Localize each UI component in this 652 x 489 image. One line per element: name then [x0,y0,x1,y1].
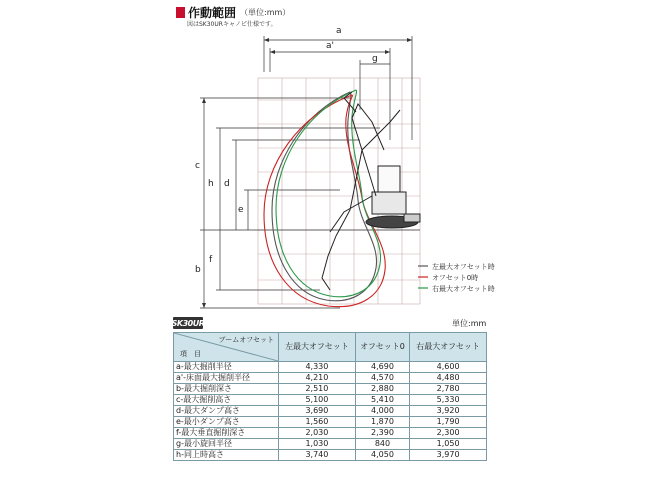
table-corner-cell [174,333,279,362]
dim-label-a-prime: a' [326,41,334,51]
row-value: 1,050 [410,439,487,450]
row-value: 2,300 [410,428,487,439]
envelope-right-offset [276,90,381,297]
corner-label-boom-offset: ブームオフセット [218,336,274,344]
row-value: 4,570 [355,373,409,384]
section-title-unit: （単位:mm） [240,7,291,17]
row-value: 4,600 [410,362,487,373]
legend-label-right-offset: 右最大オフセット時 [432,285,495,293]
row-value: 2,880 [355,384,409,395]
table-row [174,406,487,417]
row-label: d-最大ダンプ高さ [174,406,279,417]
row-label: f-最大垂直掘削深さ [174,428,279,439]
row-label: h-同上時高さ [174,450,279,461]
table-row [174,450,487,461]
row-value: 4,690 [355,362,409,373]
excavator-illustration [322,92,420,290]
section-title-text: 作動範囲 [188,5,237,20]
row-value: 3,690 [279,406,356,417]
corner-label-item: 項 目 [180,350,201,358]
table-row [174,439,487,450]
column-header-offset-zero: オフセット0 [355,333,409,362]
row-value: 1,030 [279,439,356,450]
row-value: 3,740 [279,450,356,461]
row-value: 5,330 [410,395,487,406]
diagram-legend [418,262,495,293]
table-row [174,417,487,428]
row-value: 2,390 [355,428,409,439]
row-value: 4,330 [279,362,356,373]
table-row [174,384,487,395]
row-value: 840 [355,439,409,450]
table-row [174,362,487,373]
row-value: 4,210 [279,373,356,384]
row-value: 5,100 [279,395,356,406]
dim-label-g: g [372,54,378,64]
row-value: 5,410 [355,395,409,406]
row-label: a-最大掘削半径 [174,362,279,373]
row-label: a'-床面最大掘削半径 [174,373,279,384]
row-label: c-最大掘削高さ [174,395,279,406]
table-row [174,395,487,406]
dim-label-a: a [336,26,342,36]
row-value: 2,510 [279,384,356,395]
row-label: e-最小ダンプ高さ [174,417,279,428]
row-value: 2,780 [410,384,487,395]
row-value: 1,790 [410,417,487,428]
row-label: g-最小旋回半径 [174,439,279,450]
row-value: 3,920 [410,406,487,417]
row-value: 1,870 [355,417,409,428]
spec-table [173,332,487,461]
table-header-row [174,333,487,362]
column-header-left-offset: 左最大オフセット [279,333,356,362]
dim-label-h: h [208,179,214,189]
row-value: 3,970 [410,450,487,461]
dim-label-d: d [224,179,230,189]
dim-label-e: e [238,205,244,215]
legend-label-offset-zero: オフセット0時 [432,274,479,282]
legend-label-left-offset: 左最大オフセット時 [432,263,495,271]
model-badge: SK30UR [171,318,205,328]
row-value: 2,030 [279,428,356,439]
table-row [174,373,487,384]
column-header-right-offset: 右最大オフセット [410,333,487,362]
row-value: 4,000 [355,406,409,417]
dim-label-f: f [209,255,213,265]
row-label: b-最大掘削深さ [174,384,279,395]
table-row [174,428,487,439]
dim-label-b: b [195,265,201,275]
row-value: 1,560 [279,417,356,428]
diagram-note: 図はSK30URキャノピ仕様です。 [187,21,277,28]
row-value: 4,050 [355,450,409,461]
table-unit: 単位:mm [452,319,487,328]
row-value: 4,480 [410,373,487,384]
dim-label-c: c [195,161,200,171]
